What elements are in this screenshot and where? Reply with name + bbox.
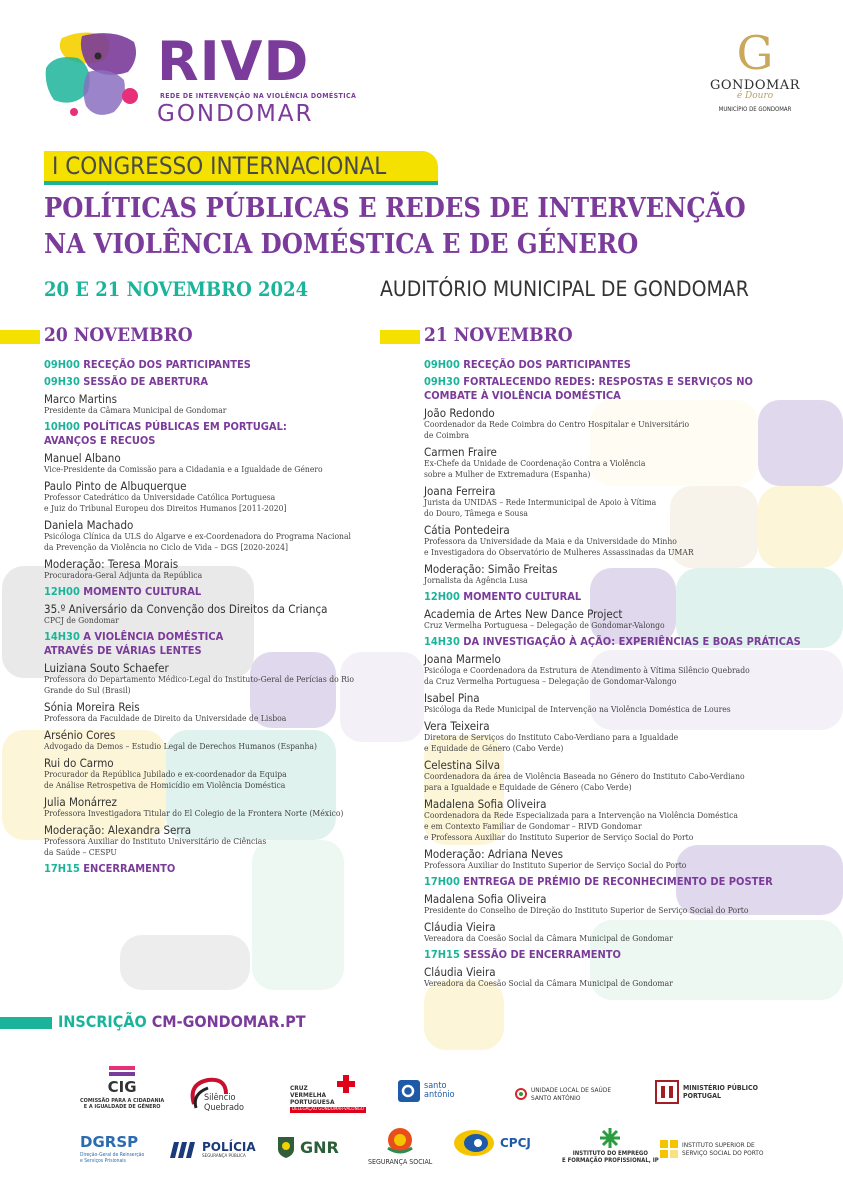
speaker-description: Vereadora da Coesão Social da Câmara Municipal de Gondomar [424,934,673,944]
speaker-description: Vice-Presidente da Comissão para a Cidadania e a Igualdade de Género [44,465,323,475]
partner-iefp [562,1128,659,1164]
cig-text: COMISSÃO PARA A CIDADANIA E A IGUALDADE DE GÉNERO [80,1098,165,1110]
speaker-description: Professora Auxiliar do Instituto Superior de Serviço Social do Porto [424,861,687,871]
session-heading [424,948,824,962]
gnr-icon [276,1135,296,1159]
registration-url[interactable]: CM-GONDOMAR.PT [151,1012,306,1031]
partner-cruz-vermelha [290,1075,366,1113]
red-cross-icon [337,1075,355,1093]
speaker-name: Madalena Sofia Oliveira [424,892,547,906]
speaker-name: Manuel Albano [44,451,121,465]
partner-cpcj [452,1128,531,1158]
session-title: A VIOLÊNCIA DOMÉSTICA [83,630,224,643]
speaker [424,652,824,688]
municipality-small: MUNICÍPIO DE GONDOMAR [718,106,792,113]
session-heading [424,375,824,403]
municipality-logo [700,28,810,113]
speaker-name: Isabel Pina [424,691,480,705]
session-title: SESSÃO DE ABERTURA [83,375,209,388]
speaker [424,965,824,990]
speaker-name: Moderação: Teresa Morais [44,557,179,571]
session-time: 12H00 [424,590,460,603]
cig-abbr: CIG [107,1078,137,1096]
partner-santo-antonio [398,1080,455,1102]
speaker [424,406,824,442]
speaker-description: Professor Catedrático da Universidade Católica Portuguesa e Juiz do Tribunal Europeu dos Direitos Humanos [2011-2020] [44,493,287,514]
silencio-text: Silêncio Quebrado [204,1093,245,1113]
speaker-description: Psicóloga e Coordenadora da Estrutura de Atendimento à Vítima Silêncio Quebrado da Cruz Vermelha Portuguesa – Delegação de Gondomar-Valongo [424,666,750,687]
speaker [44,728,394,753]
partner-dgrsp [80,1133,144,1164]
uls-icon [515,1088,527,1100]
isssp-text: INSTITUTO SUPERIOR DE SERVIÇO SOCIAL DO PORTO [682,1141,764,1157]
day1-title: 20 NOVEMBRO [44,324,193,346]
municipality-name: GONDOMAR [710,78,800,93]
speaker [44,661,394,697]
speaker [424,920,824,945]
speaker-name: Luiziana Souto Schaefer [44,661,169,675]
speaker [44,392,394,417]
session-heading [44,358,394,372]
uls-text: UNIDADE LOCAL DE SAÚDE SANTO ANTÓNIO [531,1086,612,1102]
iefp-icon [599,1128,621,1148]
speaker [424,719,824,755]
speaker-description: Procuradora-Geral Adjunta da República [44,571,203,581]
registration-bar [0,1017,52,1029]
rivd-mark-icon [44,28,144,123]
cruz-sub: DELEGAÇÃO GONDOMAR-VALONGO [292,1107,364,1112]
speaker-description: Psicóloga Clínica da ULS do Algarve e ex-Coordenadora do Programa Nacional da Prevenção da Violência no Ciclo de Vida – DGS [2020-2024] [44,532,351,553]
speaker-description: Diretora de Serviços do Instituto Cabo-Verdiano para a Igualdade e Equidade de Género (Cabo Verde) [424,733,679,754]
speaker [44,700,394,725]
day1-program [44,355,394,876]
speaker [424,892,824,917]
speaker [424,562,824,587]
speaker [44,795,394,820]
speaker-description: Presidente da Câmara Municipal de Gondomar [44,406,227,416]
session-time: 09H00 [424,358,460,371]
partner-policia [170,1140,256,1159]
speaker [424,607,824,632]
partner-cig [80,1066,164,1110]
session-heading [424,635,824,649]
speaker-name: Cláudia Vieira [424,920,496,934]
session-subtitle: COMBATE À VIOLÊNCIA DOMÉSTICA [424,389,621,402]
session-time: 09H00 [44,358,80,371]
session-heading [424,875,824,889]
day2-title: 21 NOVEMBRO [424,324,573,346]
speaker-description: Professora da Faculdade de Direito da Universidade de Lisboa [44,714,287,724]
speaker-name: Academia de Artes New Dance Project [424,607,623,621]
speaker-name: Arsénio Cores [44,728,116,742]
page-title [44,191,824,263]
session-title: POLÍTICAS PÚBLICAS EM PORTUGAL: [83,420,287,433]
bg-block [424,980,504,1050]
speaker-description: Professora Investigadora Titular do El Colegio de la Frontera Norte (México) [44,809,344,819]
speaker-description: CPCJ de Gondomar [44,616,119,626]
session-time: 17H15 [44,862,80,875]
session-title: RECEÇÃO DOS PARTICIPANTES [83,358,251,371]
speaker-name: 35.º Aniversário da Convenção dos Direitos da Criança [44,602,328,616]
seguranca-social-text: SEGURANÇA SOCIAL [368,1158,433,1166]
speaker-name: Cátia Pontedeira [424,523,510,537]
speaker-name: Moderação: Alexandra Serra [44,823,192,837]
session-heading [424,590,824,604]
registration[interactable] [58,1012,306,1031]
municipality-initial: G [736,26,774,80]
session-time: 17H00 [424,875,460,888]
speaker [44,479,394,515]
speaker-description: Jurista da UNIDAS – Rede Intermunicipal de Apoio à Vítima do Douro, Tâmega e Sousa [424,498,657,519]
session-heading [424,358,824,372]
ministerio-publico-icon [655,1080,679,1104]
speaker [424,691,824,716]
partner-isssp [660,1140,763,1158]
policia-text: POLÍCIA [202,1140,256,1154]
iefp-text: INSTITUTO DO EMPREGO E FORMAÇÃO PROFISSIONAL, IP [562,1150,659,1164]
session-heading [44,585,394,599]
event-dates: 20 E 21 NOVEMBRO 2024 [44,277,309,301]
logo-subtitle: GONDOMAR [157,101,314,127]
day2-bar [380,330,420,344]
speaker [424,758,824,794]
speaker-name: Carmen Fraire [424,445,497,459]
speaker-name: Marco Martins [44,392,117,406]
session-title: FORTALECENDO REDES: RESPOSTAS E SERVIÇOS NO [463,375,753,388]
partner-seguranca-social [368,1126,432,1166]
title-line-1: POLÍTICAS PÚBLICAS E REDES DE INTERVENÇÃO [44,193,746,224]
speaker-description: Jornalista da Agência Lusa [424,576,528,586]
speaker-name: Moderação: Simão Freitas [424,562,558,576]
speaker-name: João Redondo [424,406,495,420]
seguranca-social-icon [383,1126,417,1156]
speaker-description: Vereadora da Coesão Social da Câmara Municipal de Gondomar [424,979,673,989]
speaker-description: Advogado da Demos – Estudio Legal de Derechos Humanos (Espanha) [44,742,317,752]
speaker [424,523,824,559]
session-title: ENCERRAMENTO [83,862,176,875]
session-heading [44,375,394,389]
cruz-text: CRUZ VERMELHA PORTUGUESA [290,1084,335,1106]
speaker-description: Coordenador da Rede Coimbra do Centro Hospitalar e Universitário de Coimbra [424,420,690,441]
session-heading [44,420,394,448]
dgrsp-abbr: DGRSP [80,1133,139,1151]
speaker-name: Celestina Silva [424,758,501,772]
session-time: 14H30 [424,635,460,648]
speaker [44,451,394,476]
speaker [44,518,394,554]
session-subtitle: ATRAVÉS DE VÁRIAS LENTES [44,644,202,657]
speaker [424,797,824,844]
speaker-description: Professora da Universidade da Maia e da Universidade do Minho e Investigadora do Observatório de Mulheres Assassinadas da UMAR [424,537,694,558]
policia-icon [170,1142,198,1158]
speaker [424,445,824,481]
speaker-description: Coordenadora da área de Violência Baseada no Género do Instituto Cabo-Verdiano para a Igualdade e Equidade de Género (Cabo Verde) [424,772,745,793]
speaker-name: Madalena Sofia Oliveira [424,797,547,811]
session-title: RECEÇÃO DOS PARTICIPANTES [463,358,631,371]
cpcj-icon [452,1128,496,1158]
speaker-name: Moderação: Adriana Neves [424,847,563,861]
bg-block [120,935,250,990]
ministerio-publico-text: MINISTÉRIO PÚBLICO PORTUGAL [683,1084,758,1100]
day2-program [424,355,824,990]
rivd-logo [44,28,357,128]
santo-antonio-icon [398,1080,420,1102]
congress-banner [44,151,438,181]
speaker-name: Cláudia Vieira [424,965,496,979]
municipality-tagline: é Douro [736,91,774,101]
partner-gnr [276,1135,339,1159]
session-subtitle: AVANÇOS E RECUOS [44,434,156,447]
isssp-icon [660,1140,678,1158]
title-line-2: NA VIOLÊNCIA DOMÉSTICA E DE GÉNERO [44,229,639,260]
day1-bar [0,330,40,344]
congress-label: I CONGRESSO INTERNACIONAL [52,152,387,180]
speaker [44,557,394,582]
logo-tagline: REDE DE INTERVENÇÃO NA VIOLÊNCIA DOMÉSTICA [160,92,357,100]
speaker-name: Joana Marmelo [424,652,501,666]
speaker-name: Joana Ferreira [424,484,496,498]
session-time: 12H00 [44,585,80,598]
policia-sub: SEGURANÇA PÚBLICA [202,1154,246,1159]
dgrsp-text: Direção-Geral de Reinserção e Serviços Prisionais [80,1152,145,1164]
session-time: 10H00 [44,420,80,433]
partner-uls [515,1086,611,1102]
session-heading [44,630,394,658]
speaker-description: Coordenadora da Rede Especializada para a Intervenção na Violência Doméstica e em Contexto Familiar de Gondomar – RIVD Gondomar e Professora Auxiliar do Instituto Superior de Serviço Social do Porto [424,811,738,843]
event-venue: AUDITÓRIO MUNICIPAL DE GONDOMAR [380,277,749,301]
speaker-description: Cruz Vermelha Portuguesa – Delegação de Gondomar-Valongo [424,621,665,631]
speaker-name: Rui do Carmo [44,756,114,770]
gnr-text: GNR [300,1137,339,1157]
session-title: MOMENTO CULTURAL [83,585,202,598]
session-title: ENTREGA DE PRÉMIO DE RECONHECIMENTO DE POSTER [463,875,773,888]
speaker [424,847,824,872]
session-title: MOMENTO CULTURAL [463,590,582,603]
speaker-name: Julia Monárrez [44,795,117,809]
registration-label: INSCRIÇÃO [58,1012,147,1031]
speaker-name: Paulo Pinto de Albuquerque [44,479,187,493]
speaker [44,823,394,859]
speaker-description: Procurador da República Jubilado e ex-coordenador da Equipa de Análise Retrospetiva de Homicídio em Violência Doméstica [44,770,287,791]
logo-title: RIVD [157,30,310,93]
session-time: 09H30 [424,375,460,388]
speaker-description: Ex-Chefe da Unidade de Coordenação Contra a Violência sobre a Mulher de Extremadura (Espanha) [424,459,646,480]
session-time: 09H30 [44,375,80,388]
partner-ministerio-publico [655,1080,758,1104]
session-title: SESSÃO DE ENCERRAMENTO [463,948,621,961]
speaker [424,484,824,520]
cpcj-text: CPCJ [500,1136,531,1150]
speaker-name: Daniela Machado [44,518,134,532]
speaker-description: Psicóloga da Rede Municipal de Intervenção na Violência Doméstica de Loures [424,705,731,715]
session-time: 14H30 [44,630,80,643]
speaker [44,602,394,627]
partner-silencio [186,1074,244,1114]
speaker-description: Presidente do Conselho de Direção do Instituto Superior de Serviço Social do Porto [424,906,749,916]
session-title: DA INVESTIGAÇÃO À AÇÃO: EXPERIÊNCIAS E BOAS PRÁTICAS [463,635,801,648]
session-heading [44,862,394,876]
speaker [44,756,394,792]
session-time: 17H15 [424,948,460,961]
santo-antonio-text: santo antónio [424,1081,455,1100]
speaker-name: Sónia Moreira Reis [44,700,140,714]
speaker-description: Professora do Departamento Médico-Legal do Instituto-Geral de Perícias do Rio Grande do Sul (Brasil) [44,675,354,696]
speaker-description: Professora Auxiliar do Instituto Universitário de Ciências da Saúde – CESPU [44,837,267,858]
speaker-name: Vera Teixeira [424,719,490,733]
